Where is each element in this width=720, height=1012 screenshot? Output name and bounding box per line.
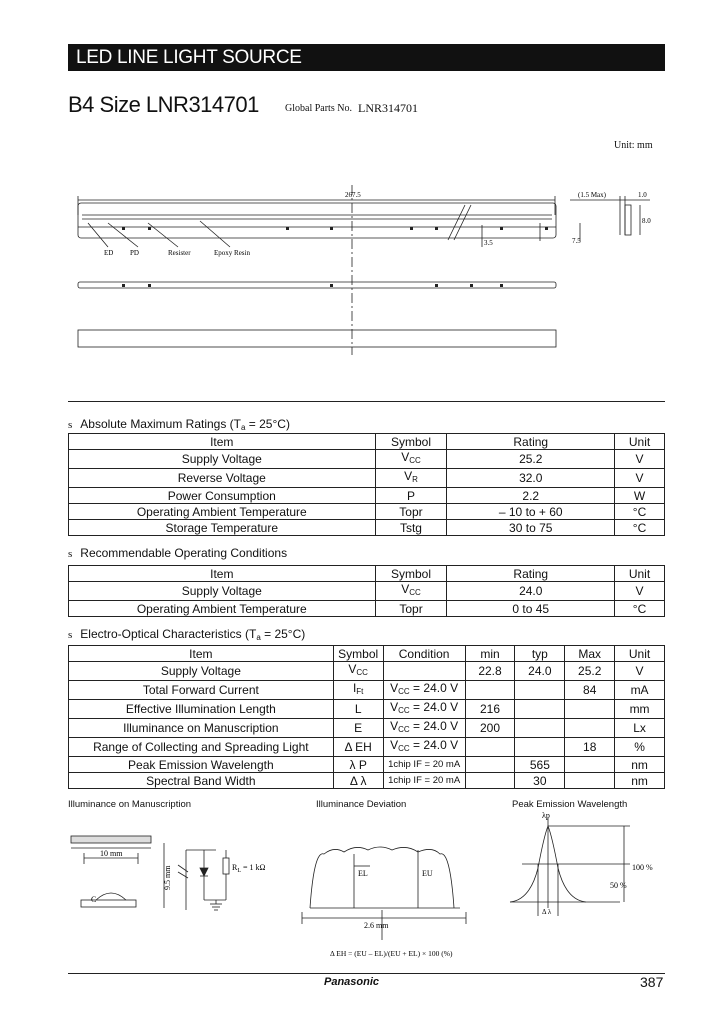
cell-symbol: $I_{Ft}$ [333,681,383,700]
unit-note: Unit: mm [614,140,653,151]
cell-symbol: $V_{CC}$ [375,450,447,469]
rec-op-table [68,565,665,617]
cell-typ [515,681,565,700]
label-resister: Resister [168,249,191,257]
cell-unit: V [615,469,665,488]
col-header: Condition [383,646,465,662]
cell-max: 25.2 [565,662,615,681]
diagram1-title: Illuminance on Manuscription [68,799,192,810]
cell-symbol: E [333,719,383,738]
cell-rating: 0 to 45 [447,601,615,617]
cell-typ [515,700,565,719]
cell-item: Power Consumption [69,488,376,504]
cell-item: Operating Ambient Temperature [69,601,376,617]
cell-symbol: Topr [375,601,447,617]
cell-rating: 30 to 75 [447,520,615,536]
cell-unit: °C [615,504,665,520]
label-epoxy: Epoxy Resin [214,249,250,257]
cell-min [465,757,515,773]
table-row [69,582,665,601]
cell-condition: $V_{CC} = 24.0$ V [383,719,465,738]
cell-symbol: L [333,700,383,719]
col-header: Rating [447,434,615,450]
cell-symbol: $V_{CC}$ [333,662,383,681]
cell-rating: – 10 to + 60 [447,504,615,520]
cell-unit: °C [615,601,665,617]
cell-max [565,700,615,719]
cell-unit: V [615,450,665,469]
cell-rating: 25.2 [447,450,615,469]
label-pd: PD [130,249,139,257]
col-header: Item [69,566,376,582]
dim-total: 267.5 [345,191,361,199]
col-header: Max [565,646,615,662]
cell-unit: °C [615,520,665,536]
col-header: Symbol [375,566,447,582]
cell-unit: mA [615,681,665,700]
cell-condition [383,662,465,681]
illuminance-deviation-diagram [290,820,490,970]
d3-50: 50 % [610,881,627,890]
cell-max [565,773,615,789]
table-row [69,662,665,681]
illuminance-manuscription-diagram [66,820,286,920]
table-row [69,773,665,789]
cell-symbol: Topr [375,504,447,520]
table-header-row [69,434,665,450]
col-header: min [465,646,515,662]
cell-max [565,719,615,738]
dim-h1: 8.0 [642,217,651,225]
global-parts-value: LNR314701 [358,101,418,115]
d2-formula: Δ EH = (EU – EL)/(EU + EL) × 100 (%) [330,949,453,958]
table-row [69,520,665,536]
product-title: B4 Size LNR314701 [68,92,259,117]
cell-item: Effective Illumination Length [69,700,334,719]
table-header-row [69,566,665,582]
cell-item: Supply Voltage [69,450,376,469]
cell-symbol: Δ λ [333,773,383,789]
col-header: Unit [615,646,665,662]
cell-condition: $V_{CC} = 24.0$ V [383,681,465,700]
d3-100: 100 % [632,863,653,872]
cell-item: Range of Collecting and Spreading Light [69,738,334,757]
table-row [69,681,665,700]
cell-typ: 565 [515,757,565,773]
cell-rating: 32.0 [447,469,615,488]
dim-h2: 7.5 [572,237,581,245]
cell-rating: 2.2 [447,488,615,504]
col-header: typ [515,646,565,662]
peak-emission-wavelength-diagram [500,808,670,920]
cell-min [465,738,515,757]
cell-item: Total Forward Current [69,681,334,700]
cell-condition: $V_{CC} = 24.0$ V [383,700,465,719]
table-row [69,700,665,719]
cell-unit: nm [615,773,665,789]
cell-typ [515,738,565,757]
col-header: Item [69,434,376,450]
d1-dim2: 9.5 mm [163,865,172,890]
table-header-row [69,646,665,662]
dim-right2: 1.0 [638,191,647,199]
cell-typ: 24.0 [515,662,565,681]
d1-resistor: $R_L = 1$ kΩ [232,863,266,874]
cell-min [465,773,515,789]
diagram3-title: Peak Emission Wavelength [512,799,628,810]
abs-max-table [68,433,665,536]
d1-dim1: 10 mm [100,849,123,858]
cell-item: Storage Temperature [69,520,376,536]
cell-symbol: P [375,488,447,504]
table-row [69,488,665,504]
mechanical-drawing [60,185,670,355]
cell-typ [515,719,565,738]
footer-divider [68,973,665,974]
brand-logo: Panasonic [324,976,380,988]
cell-min: 22.8 [465,662,515,681]
dim-right: (1.5 Max) [578,191,606,199]
d3-delta-lambda: Δ λ [542,908,552,916]
col-header: Unit [615,434,665,450]
cell-condition: 1chip IF = 20 mA [383,773,465,789]
cell-item: Reverse Voltage [69,469,376,488]
abs-max-title: s Absolute Maximum Ratings $(T_a = 25^\circ C)$ [68,417,290,432]
cell-item: Illuminance on Manuscription [69,719,334,738]
d3-lambda-p: λp [542,811,550,820]
eo-title: s Electro-Optical Characteristics $(T_a = 25^\circ C)$ [68,627,306,642]
table-row [69,738,665,757]
label-ed: ED [104,249,114,257]
cell-max: 84 [565,681,615,700]
d2-el: EL [358,869,368,878]
cell-max [565,757,615,773]
cell-item: Supply Voltage [69,662,334,681]
cell-unit: V [615,582,665,601]
table-row [69,469,665,488]
col-header: Unit [615,566,665,582]
d1-c-label: C [91,895,97,904]
global-parts-label: Global Parts No. [285,103,352,114]
col-header: Symbol [333,646,383,662]
divider [68,401,665,402]
cell-symbol: Δ EH [333,738,383,757]
cell-item: Peak Emission Wavelength [69,757,334,773]
cell-symbol: $V_R$ [375,469,447,488]
cell-min: 200 [465,719,515,738]
col-header: Symbol [375,434,447,450]
d2-eu: EU [422,869,433,878]
cell-unit: nm [615,757,665,773]
cell-item: Operating Ambient Temperature [69,504,376,520]
header-banner: LED LINE LIGHT SOURCE [68,44,665,71]
cell-item: Supply Voltage [69,582,376,601]
cell-unit: W [615,488,665,504]
cell-condition: $V_{CC} = 24.0$ V [383,738,465,757]
cell-unit: mm [615,700,665,719]
cell-condition: 1chip IF = 20 mA [383,757,465,773]
cell-max: 18 [565,738,615,757]
cell-rating: 24.0 [447,582,615,601]
rec-op-title: s Recommendable Operating Conditions [68,546,288,560]
cell-typ: 30 [515,773,565,789]
table-row [69,719,665,738]
table-row [69,757,665,773]
col-header: Item [69,646,334,662]
cell-item: Spectral Band Width [69,773,334,789]
cell-unit: % [615,738,665,757]
col-header: Rating [447,566,615,582]
cell-symbol: λ P [333,757,383,773]
table-row [69,504,665,520]
cell-min [465,681,515,700]
diagram2-title: Illuminance Deviation [316,799,407,810]
page-number: 387 [640,974,664,990]
cell-symbol: $V_{CC}$ [375,582,447,601]
cell-unit: Lx [615,719,665,738]
cell-min: 216 [465,700,515,719]
d2-dim: 2.6 mm [364,921,389,930]
cell-unit: V [615,662,665,681]
cell-symbol: Tstg [375,520,447,536]
table-row [69,601,665,617]
table-row [69,450,665,469]
dim-h3: 3.5 [484,239,493,247]
eo-table [68,645,665,789]
